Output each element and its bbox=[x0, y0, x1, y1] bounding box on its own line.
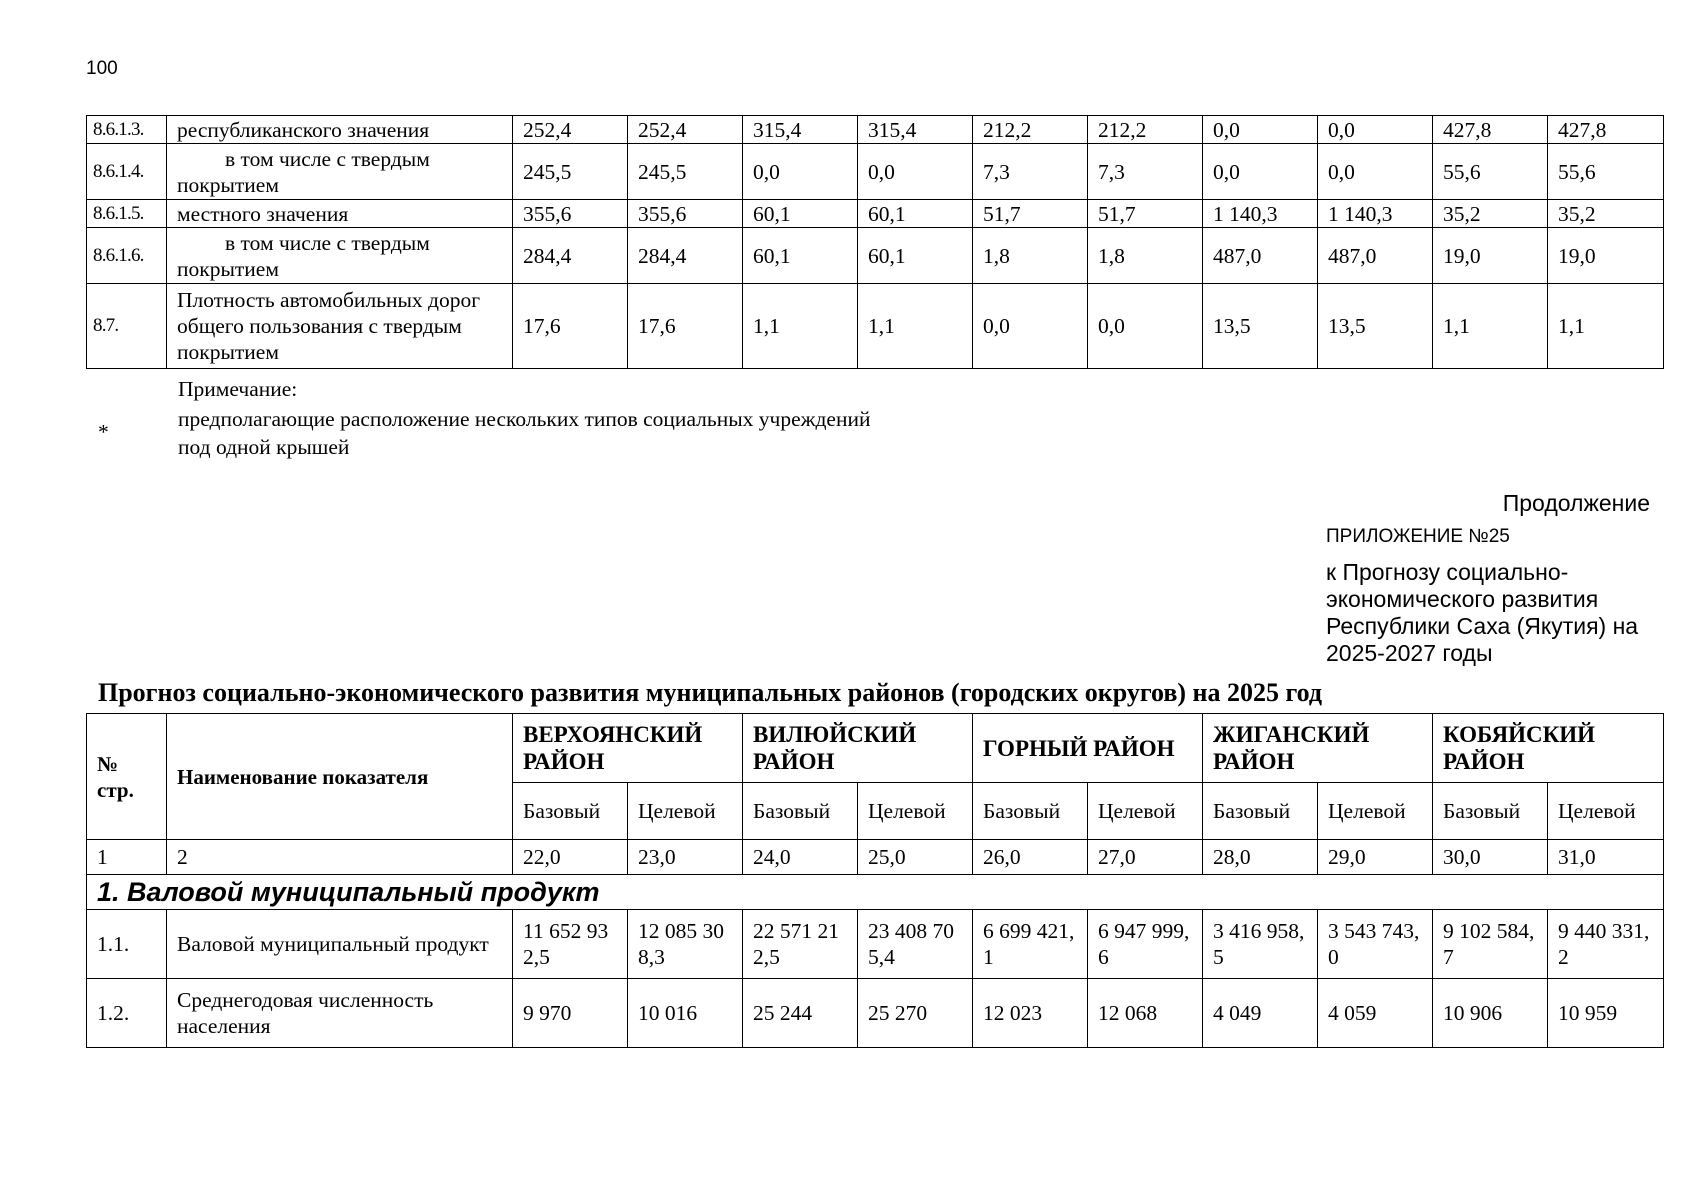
value-cell: 13,5 bbox=[1318, 284, 1433, 369]
value-cell: 245,5 bbox=[628, 144, 743, 200]
index-cell: 27,0 bbox=[1088, 840, 1203, 875]
value-cell: 12 023 bbox=[973, 979, 1088, 1048]
indicator-name: республиканского значения bbox=[167, 116, 513, 144]
target-subheader: Целевой bbox=[1548, 783, 1664, 840]
value-cell: 9 102 584,7 bbox=[1433, 910, 1548, 979]
region-header: ГОРНЫЙ РАЙОН bbox=[973, 714, 1203, 783]
page-number: 100 bbox=[86, 58, 118, 79]
base-subheader: Базовый bbox=[1433, 783, 1548, 840]
value-cell: 315,4 bbox=[743, 116, 858, 144]
value-cell: 9 440 331,2 bbox=[1548, 910, 1664, 979]
indicator-name-text: в том числе с твердым покрытием bbox=[177, 146, 430, 197]
index-cell: 25,0 bbox=[858, 840, 973, 875]
table-title: Прогноз социально-экономического развития муниципальных районов (городских округов) на 2025 год bbox=[98, 678, 1323, 707]
index-cell: 23,0 bbox=[628, 840, 743, 875]
value-cell: 6 947 999,6 bbox=[1088, 910, 1203, 979]
value-cell: 212,2 bbox=[1088, 116, 1203, 144]
value-cell: 0,0 bbox=[1203, 116, 1318, 144]
index-cell: 28,0 bbox=[1203, 840, 1318, 875]
value-cell: 4 059 bbox=[1318, 979, 1433, 1048]
value-cell: 51,7 bbox=[1088, 200, 1203, 228]
value-cell: 1,8 bbox=[1088, 228, 1203, 284]
table-row bbox=[87, 284, 1664, 369]
table-row bbox=[87, 116, 1664, 144]
value-cell: 284,4 bbox=[513, 228, 628, 284]
value-cell: 0,0 bbox=[1088, 284, 1203, 369]
value-cell: 60,1 bbox=[743, 200, 858, 228]
value-cell: 427,8 bbox=[1433, 116, 1548, 144]
value-cell: 35,2 bbox=[1433, 200, 1548, 228]
value-cell: 1 140,3 bbox=[1318, 200, 1433, 228]
indicator-name: Валовой муниципальный продукт bbox=[167, 910, 513, 979]
value-cell: 3 543 743,0 bbox=[1318, 910, 1433, 979]
column-index-row bbox=[87, 840, 1664, 875]
forecast-table bbox=[86, 713, 1664, 1048]
table-row bbox=[87, 910, 1664, 979]
col-number-header: № стр. bbox=[87, 714, 167, 840]
value-cell: 0,0 bbox=[743, 144, 858, 200]
index-cell: 26,0 bbox=[973, 840, 1088, 875]
value-cell: 1 140,3 bbox=[1203, 200, 1318, 228]
indicator-name: местного значения bbox=[167, 200, 513, 228]
base-subheader: Базовый bbox=[973, 783, 1088, 840]
index-cell: 2 bbox=[167, 840, 513, 875]
value-cell: 22 571 212,5 bbox=[743, 910, 858, 979]
base-subheader: Базовый bbox=[513, 783, 628, 840]
value-cell: 12 068 bbox=[1088, 979, 1203, 1048]
index-cell: 22,0 bbox=[513, 840, 628, 875]
row-number: 8.6.1.5. bbox=[87, 200, 167, 228]
row-number: 8.6.1.4. bbox=[87, 144, 167, 200]
value-cell: 1,1 bbox=[1433, 284, 1548, 369]
base-subheader: Базовый bbox=[743, 783, 858, 840]
value-cell: 10 016 bbox=[628, 979, 743, 1048]
note-text: предполагающие расположение нескольких типов социальных учреждений под одной крышей bbox=[178, 407, 871, 459]
row-number: 8.6.1.3. bbox=[87, 116, 167, 144]
value-cell: 9 970 bbox=[513, 979, 628, 1048]
note-asterisk: * bbox=[98, 420, 109, 444]
table-row bbox=[87, 200, 1664, 228]
value-cell: 19,0 bbox=[1433, 228, 1548, 284]
value-cell: 252,4 bbox=[513, 116, 628, 144]
value-cell: 25 270 bbox=[858, 979, 973, 1048]
region-header: КОБЯЙСКИЙ РАЙОН bbox=[1433, 714, 1664, 783]
table-row bbox=[87, 144, 1664, 200]
value-cell: 60,1 bbox=[743, 228, 858, 284]
value-cell: 55,6 bbox=[1548, 144, 1664, 200]
value-cell: 427,8 bbox=[1548, 116, 1664, 144]
indicator-name bbox=[167, 144, 513, 200]
value-cell: 4 049 bbox=[1203, 979, 1318, 1048]
value-cell: 1,1 bbox=[858, 284, 973, 369]
section-title: 1. Валовой муниципальный продукт bbox=[87, 875, 1664, 910]
value-cell: 23 408 705,4 bbox=[858, 910, 973, 979]
value-cell: 11 652 932,5 bbox=[513, 910, 628, 979]
col-name-header: Наименование показателя bbox=[167, 714, 513, 840]
value-cell: 0,0 bbox=[1203, 144, 1318, 200]
value-cell: 10 959 bbox=[1548, 979, 1664, 1048]
header-row bbox=[87, 714, 1664, 783]
index-cell: 29,0 bbox=[1318, 840, 1433, 875]
value-cell: 1,8 bbox=[973, 228, 1088, 284]
target-subheader: Целевой bbox=[628, 783, 743, 840]
value-cell: 6 699 421,1 bbox=[973, 910, 1088, 979]
index-cell: 31,0 bbox=[1548, 840, 1664, 875]
value-cell: 355,6 bbox=[513, 200, 628, 228]
value-cell: 13,5 bbox=[1203, 284, 1318, 369]
value-cell: 0,0 bbox=[973, 284, 1088, 369]
value-cell: 252,4 bbox=[628, 116, 743, 144]
value-cell: 0,0 bbox=[1318, 116, 1433, 144]
indicator-name: Среднегодовая численность населения bbox=[167, 979, 513, 1048]
note-label: Примечание: bbox=[178, 377, 298, 401]
target-subheader: Целевой bbox=[1088, 783, 1203, 840]
appendix-description: к Прогнозу социально-экономического развития Республики Саха (Якутия) на 2025-2027 годы bbox=[1326, 559, 1639, 666]
appendix-number: ПРИЛОЖЕНИЕ №25 bbox=[1326, 526, 1510, 547]
index-cell: 30,0 bbox=[1433, 840, 1548, 875]
continuation-label: Продолжение bbox=[1502, 490, 1650, 516]
target-subheader: Целевой bbox=[858, 783, 973, 840]
value-cell: 212,2 bbox=[973, 116, 1088, 144]
base-subheader: Базовый bbox=[1203, 783, 1318, 840]
value-cell: 60,1 bbox=[858, 200, 973, 228]
value-cell: 0,0 bbox=[1318, 144, 1433, 200]
value-cell: 284,4 bbox=[628, 228, 743, 284]
value-cell: 25 244 bbox=[743, 979, 858, 1048]
value-cell: 17,6 bbox=[628, 284, 743, 369]
indicator-name bbox=[167, 228, 513, 284]
indicator-name-text: в том числе с твердым покрытием bbox=[177, 230, 430, 281]
value-cell: 60,1 bbox=[858, 228, 973, 284]
value-cell: 1,1 bbox=[1548, 284, 1664, 369]
row-number: 1.1. bbox=[87, 910, 167, 979]
value-cell: 7,3 bbox=[1088, 144, 1203, 200]
indicator-name: Плотность автомобильных дорог общего пользования с твердым покрытием bbox=[167, 284, 513, 369]
value-cell: 12 085 308,3 bbox=[628, 910, 743, 979]
value-cell: 487,0 bbox=[1203, 228, 1318, 284]
row-number: 1.2. bbox=[87, 979, 167, 1048]
value-cell: 10 906 bbox=[1433, 979, 1548, 1048]
value-cell: 487,0 bbox=[1318, 228, 1433, 284]
value-cell: 355,6 bbox=[628, 200, 743, 228]
row-number: 8.7. bbox=[87, 284, 167, 369]
target-subheader: Целевой bbox=[1318, 783, 1433, 840]
value-cell: 1,1 bbox=[743, 284, 858, 369]
value-cell: 7,3 bbox=[973, 144, 1088, 200]
value-cell: 245,5 bbox=[513, 144, 628, 200]
value-cell: 3 416 958,5 bbox=[1203, 910, 1318, 979]
value-cell: 17,6 bbox=[513, 284, 628, 369]
value-cell: 19,0 bbox=[1548, 228, 1664, 284]
region-header: ВЕРХОЯНСКИЙ РАЙОН bbox=[513, 714, 743, 783]
value-cell: 55,6 bbox=[1433, 144, 1548, 200]
index-cell: 24,0 bbox=[743, 840, 858, 875]
section-row bbox=[87, 875, 1664, 910]
table-row bbox=[87, 979, 1664, 1048]
value-cell: 315,4 bbox=[858, 116, 973, 144]
value-cell: 51,7 bbox=[973, 200, 1088, 228]
value-cell: 35,2 bbox=[1548, 200, 1664, 228]
index-cell: 1 bbox=[87, 840, 167, 875]
region-header: ВИЛЮЙСКИЙ РАЙОН bbox=[743, 714, 973, 783]
region-header: ЖИГАНСКИЙ РАЙОН bbox=[1203, 714, 1433, 783]
table-row bbox=[87, 228, 1664, 284]
continued-indicators-table bbox=[86, 115, 1664, 369]
row-number: 8.6.1.6. bbox=[87, 228, 167, 284]
value-cell: 0,0 bbox=[858, 144, 973, 200]
